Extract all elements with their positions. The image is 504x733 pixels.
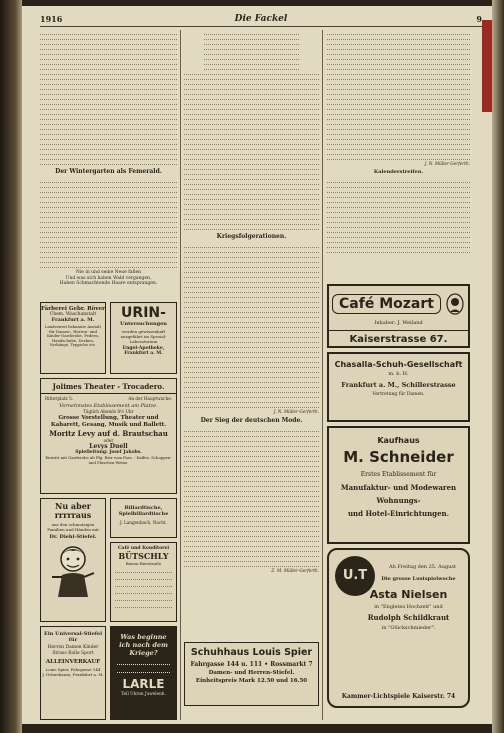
ad-title: Jolimes Theater - Trocadero. bbox=[41, 382, 176, 394]
ad-text: Erstes Etablissement für bbox=[360, 471, 437, 478]
ad-text: in "Glückschmieder". bbox=[381, 625, 436, 631]
text-line bbox=[40, 263, 177, 268]
ad-universal-stiefel bbox=[40, 626, 106, 720]
text-line bbox=[115, 596, 172, 601]
ad-note: Vertretung für Damen. bbox=[372, 392, 425, 397]
ad-text: Vornehmstes Etablissement am Platze. bbox=[59, 403, 158, 409]
mozart-portrait-icon bbox=[445, 292, 465, 316]
ad-headline: Levys Duell bbox=[89, 443, 128, 450]
ad-footer: Engel-Apotheke, Frankfurt a. M. bbox=[122, 346, 165, 356]
page-edge bbox=[492, 0, 504, 733]
text-line bbox=[115, 589, 172, 594]
newspaper-page bbox=[22, 6, 492, 724]
ad-text: Manufaktur- und Modewaren bbox=[340, 483, 457, 492]
ad-faerberei bbox=[40, 302, 106, 374]
ad-subtitle: m. b. H. bbox=[388, 371, 409, 377]
ad-text: Eintritt mit Garderobe ab Pfg. Bier vom Fass. - Kaffee, Schoppen- und Flaschen-Weine. bbox=[45, 455, 172, 465]
section-heading: Der Sieg der deutschen Mode. bbox=[200, 417, 303, 425]
ad-brand: ALLEINVERKAUF bbox=[45, 659, 101, 665]
ad-brand: Dr. Diehl-Stiefel. bbox=[49, 534, 97, 540]
poem-block bbox=[184, 30, 319, 70]
poem-line: Und was sich haben Wald vergangen, bbox=[65, 275, 152, 281]
ad-kaffee bbox=[110, 542, 177, 622]
author-signature: J. N. Müller-Gerferth. bbox=[424, 161, 470, 166]
ad-text: Kaufhaus bbox=[377, 436, 420, 445]
text-line bbox=[184, 562, 319, 567]
ad-cafe-mozart bbox=[327, 284, 470, 348]
ad-headline: Asta Nielsen bbox=[369, 588, 448, 601]
ad-date: Ab Freitag den 25. August bbox=[389, 564, 456, 570]
newspaper-title: Die Fackel bbox=[234, 14, 288, 24]
ad-body: Landesweit bekannte Anstalt für Damen-, Herren- und Kinder-Garderobe, Federn, Handschuhe, Decken, Vorhänge, Teppiche etc. bbox=[44, 324, 102, 348]
ad-was-beginne bbox=[110, 626, 177, 720]
ad-address: Kammer-Lichtspiele Kaiserstr. 74 bbox=[341, 693, 456, 700]
page-number-left: 1916 bbox=[40, 14, 63, 24]
section-heading: Kriegsfolgerationen. bbox=[216, 233, 287, 240]
ad-nu-aber bbox=[40, 498, 106, 622]
column-1 bbox=[40, 30, 177, 300]
page-header bbox=[40, 14, 482, 26]
column-3 bbox=[327, 30, 470, 300]
ad-billard bbox=[110, 498, 177, 538]
page-number-right: 9 bbox=[476, 14, 482, 24]
ad-brand: LARLE bbox=[122, 677, 165, 691]
ad-text: in "Engleins Hochzeit" und bbox=[374, 604, 443, 610]
ad-address: J. Grünebaum, Frankfurt a. M. bbox=[42, 672, 104, 677]
ad-subtitle: Damen- und Herren-Stiefel. bbox=[208, 670, 295, 676]
text-line bbox=[115, 575, 172, 580]
ad-body: aus den schmutzigen Familien und Händen mit bbox=[47, 522, 99, 532]
ad-owner: Inhaber: J. Weiland bbox=[374, 320, 423, 326]
ad-price: Einheitspreis Mark 12.50 und 16.50 bbox=[195, 678, 308, 684]
ad-headline: Rudolph Schildkraut bbox=[367, 613, 450, 622]
poem-line: Nie in und seine Neue fallen bbox=[75, 270, 142, 275]
column-divider bbox=[322, 30, 323, 720]
ad-subtitle: Untersuchungen bbox=[120, 321, 167, 327]
ad-address: Louis Spier, Fahrgasse 144 bbox=[45, 667, 101, 672]
section-heading: Kalenderstreifen. bbox=[373, 169, 424, 176]
ad-title: Café und Konditorei bbox=[117, 546, 170, 551]
ad-address: Fahrgasse 144 u. 111 • Rossmarkt 7 bbox=[190, 661, 313, 668]
ad-brand: BÜTSCHLY bbox=[118, 551, 169, 561]
author-signature: Z. M. Müller-Gerferth. bbox=[271, 568, 319, 574]
ad-title: M. Schneider bbox=[343, 448, 454, 466]
ad-headline: Moritz Levy auf d. Brautschau bbox=[49, 429, 168, 438]
ut-logo-icon: U.T bbox=[335, 556, 375, 596]
text-line bbox=[327, 155, 470, 160]
ad-title: Schuhhaus Louis Spier bbox=[190, 647, 313, 658]
ad-text: Täglich Abends 8½ Uhr bbox=[83, 409, 134, 414]
column-2 bbox=[184, 30, 319, 720]
text-line bbox=[115, 568, 172, 573]
ad-text: Grosse Vorstellung, Theater und Kabarett, Gesang, Musik und Ballett. bbox=[50, 415, 167, 428]
ad-ut-kammer-lichtspiele bbox=[327, 548, 470, 708]
boy-illustration-icon bbox=[48, 543, 98, 598]
ad-text: Strass Balle Sport bbox=[52, 650, 94, 656]
cafe-mozart-title-row bbox=[329, 292, 468, 316]
ad-address: Frankfurt a. M., Schillerstrasse bbox=[341, 381, 456, 389]
ad-chasalla bbox=[327, 352, 470, 422]
ad-title: Café Mozart bbox=[332, 294, 441, 314]
ad-title: Färberei Gebr. Röver bbox=[41, 306, 105, 312]
ad-address: J. Langenbach, Nacht. bbox=[120, 520, 167, 525]
poem-closing bbox=[40, 270, 177, 287]
ad-text: Herren Damen Kinder bbox=[47, 645, 99, 650]
ad-address: Ritterplatz 5. bbox=[45, 396, 74, 401]
header-rule bbox=[40, 26, 482, 27]
ad-title: Was beginne ich nach dem Kriege? bbox=[119, 633, 168, 657]
ad-title: URIN- bbox=[121, 305, 166, 321]
text-line bbox=[117, 660, 170, 665]
section-heading: Der Wintergarten als Femerald. bbox=[55, 168, 162, 175]
ad-text: Die grosse Lustspielwoche bbox=[381, 576, 456, 582]
ad-title: Chasalla-Schuh-Gesellschaft bbox=[334, 360, 463, 369]
ad-address-row bbox=[45, 396, 172, 401]
ad-text: Wohnungs- bbox=[376, 496, 421, 505]
text-line bbox=[327, 248, 470, 253]
ad-subtitle: Tell Uhren Juwelenh. bbox=[121, 691, 166, 696]
author-signature: J. N. Müller-Gerferth. bbox=[273, 409, 319, 414]
text-line bbox=[184, 225, 319, 230]
ad-address: Bauen Bierstraße bbox=[125, 561, 162, 566]
ad-text: und Hotel-Einrichtungen. bbox=[347, 509, 450, 518]
ad-text: oder bbox=[103, 438, 114, 443]
ad-title: Ein Universal-Stiefel für bbox=[44, 631, 102, 643]
text-line bbox=[184, 403, 319, 408]
ad-city: Frankfurt a. M. bbox=[51, 317, 95, 323]
text-line bbox=[115, 603, 172, 608]
poem-line: Haben Schmachtende Haare entsprangen. bbox=[59, 281, 158, 286]
ad-urin bbox=[110, 302, 177, 374]
ad-text: Spielleitung: Josef Jakobs. bbox=[75, 450, 142, 455]
book-binding bbox=[0, 0, 22, 733]
ad-subtitle: Chem. Waschanstalt bbox=[49, 312, 97, 317]
ad-title: Nu aber rrrrraus bbox=[54, 501, 92, 520]
ad-kaufhaus-schneider bbox=[327, 426, 470, 544]
ad-address: An der Hauptwache. bbox=[128, 396, 172, 401]
text-line bbox=[115, 582, 172, 587]
page-marker-flag bbox=[482, 20, 492, 112]
ad-address: Kaiserstrasse 67. bbox=[329, 330, 468, 345]
ad-title: Billardtische, Spielbillardtische bbox=[118, 505, 169, 517]
text-line bbox=[117, 668, 170, 673]
ad-body: werden gewissenhaft ausgeführt im Spezial-Laboratorium bbox=[120, 329, 167, 344]
ad-schuhhaus-spier bbox=[184, 642, 319, 706]
text-line bbox=[40, 160, 177, 165]
column-divider bbox=[180, 30, 181, 720]
ad-trocadero bbox=[40, 378, 177, 494]
